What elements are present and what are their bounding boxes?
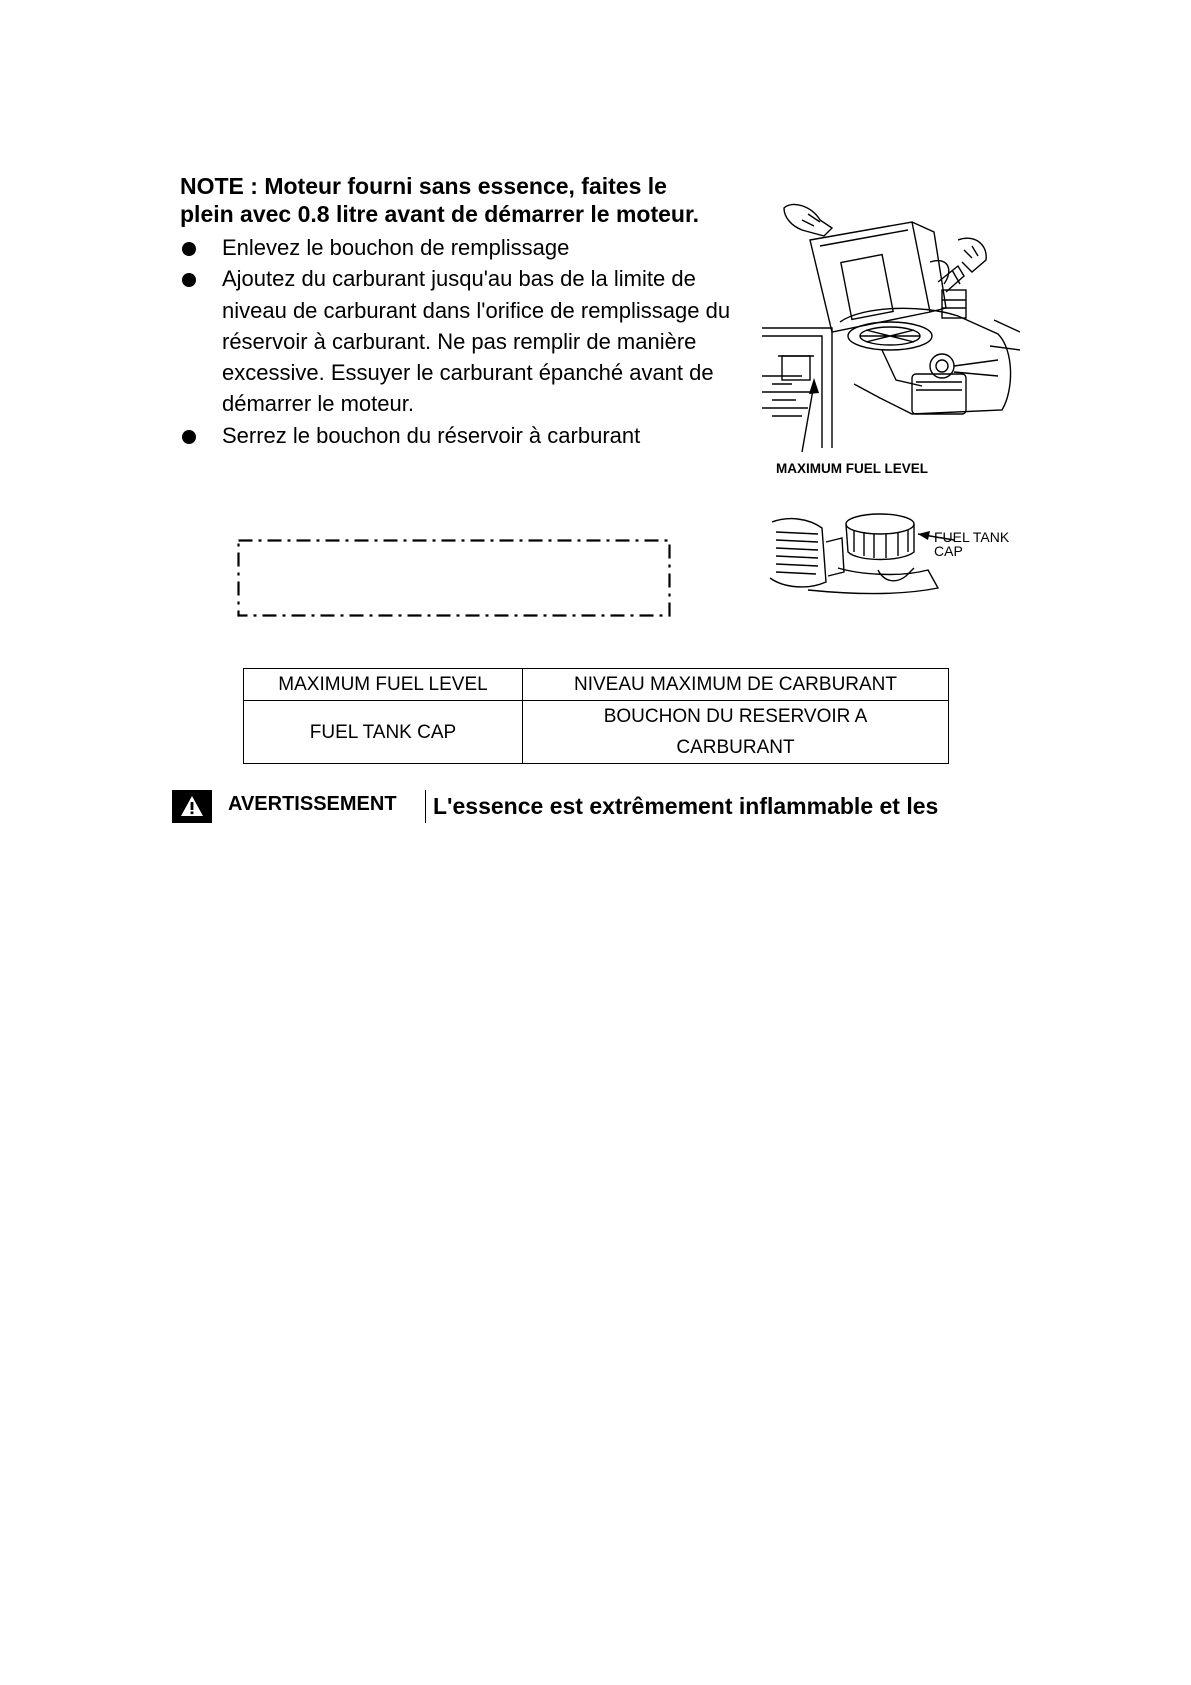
fuel-tank-cap-illustration: [768, 512, 1024, 596]
bullet-icon: [182, 430, 196, 444]
empty-dashed-box: [237, 539, 671, 617]
list-item: [180, 420, 740, 451]
table-cell: NIVEAU MAXIMUM DE CARBURANT: [523, 669, 949, 701]
step-text: Enlevez le bouchon de remplissage: [222, 235, 570, 260]
note-line-2: plein avec 0.8 litre avant de démarrer le moteur.: [180, 201, 700, 227]
warning-triangle-icon: [172, 790, 212, 823]
fuel-tank-cap-label-line1: FUEL TANK: [934, 529, 1010, 545]
fuel-tank-cap-label-line2: CAP: [934, 543, 963, 559]
step-text: Serrez le bouchon du réservoir à carburant: [222, 422, 641, 448]
table-cell: BOUCHON DU RESERVOIR A CARBURANT: [523, 701, 949, 764]
note-line-1: NOTE : Moteur fourni sans essence, faites le: [180, 173, 667, 198]
list-item: [180, 232, 740, 263]
warning-icon-box: [172, 790, 212, 823]
max-fuel-level-label: MAXIMUM FUEL LEVEL: [776, 461, 929, 476]
warning-divider: [425, 790, 426, 823]
warning-label: AVERTISSEMENT: [228, 793, 397, 815]
list-item: [180, 263, 740, 419]
bullet-icon: [182, 242, 196, 256]
bullet-icon: [182, 273, 196, 287]
table-cell: FUEL TANK CAP: [244, 701, 523, 764]
warning-text: L'essence est extrêmement inflammable et les: [433, 793, 939, 819]
step-text: Ajoutez du carburant jusqu'au bas de la limite de niveau de carburant dans l'orifice de remplissage du réservoir à carburant. Ne pas remplir de manière excessive. Essuyer le carburant épanché avant de démarrer le moteur.: [222, 266, 731, 417]
refuel-illustration: [762, 200, 1020, 478]
table-row: [244, 701, 949, 764]
fuel-steps-list: [180, 232, 740, 451]
table-row: [244, 669, 949, 701]
note-line-1-clip: [180, 160, 740, 198]
table-cell: MAXIMUM FUEL LEVEL: [244, 669, 523, 701]
terms-translation-table: [243, 668, 949, 764]
